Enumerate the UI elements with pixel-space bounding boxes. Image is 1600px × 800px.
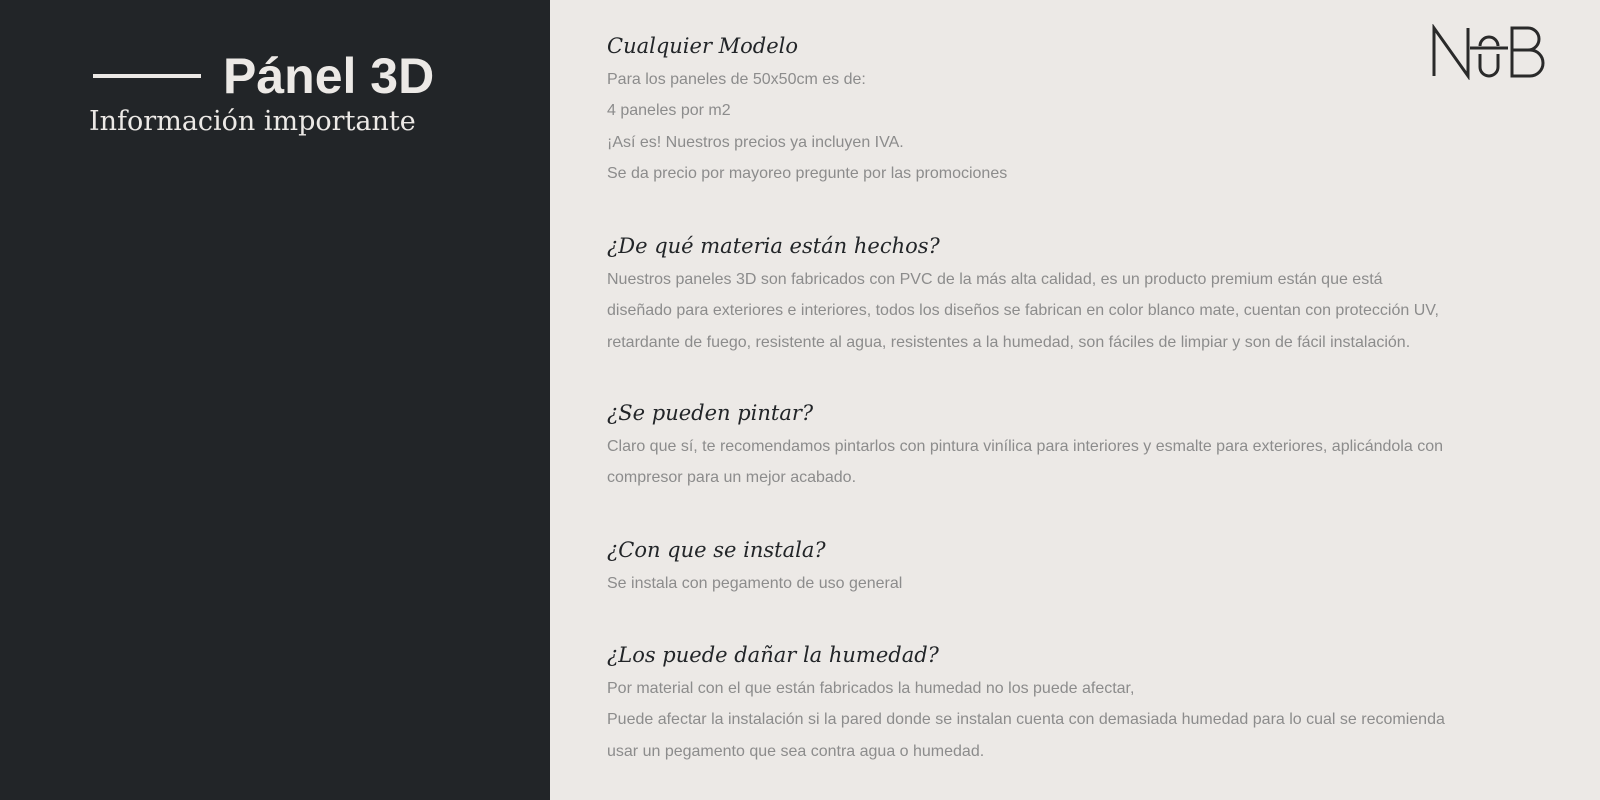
section-materia [607,231,1557,358]
section-text-line: Se da precio por mayoreo pregunte por las promociones [607,164,1008,182]
section-text-line: Puede afectar la instalación si la pared donde se instalan cuenta con demasiada humedad para lo cual se recomienda [607,711,1445,729]
section-text-line: diseñado para exteriores e interiores, todos los diseños se fabrican en color blanco mate, cuentan con protección UV, [607,302,1439,320]
title-row [93,48,434,104]
section-text-line: Por material con el que están fabricados la humedad no los puede afectar, [607,680,1135,697]
section-text-line: ¡Así es! Nuestros precios ya incluyen IVA. [607,133,904,151]
page-subtitle: Información importante [89,106,416,137]
section-humedad [607,640,1557,767]
section-text-line: 4 paneles por m2 [607,102,731,120]
section-text-line: Claro que sí, te recomendamos pintarlos con pintura vinílica para interiores y esmalte para exteriores, aplicándola con [607,438,1443,455]
section-text-line: compresor para un mejor acabado. [607,469,857,487]
section-text-line: Se instala con pegamento de uso general [607,575,903,592]
left-panel [0,0,550,800]
section-text-line: retardante de fuego, resistente al agua, resistentes a la humedad, son fáciles de limpiar y son de fácil instalación. [607,333,1411,351]
section-text-line: Nuestros paneles 3D son fabricados con PVC de la más alta calidad, es un producto premium están que está [607,271,1383,288]
section-heading: ¿Los puede dañar la humedad? [607,643,939,667]
section-cualquier-modelo [607,31,1557,189]
section-text-line: Para los paneles de 50x50cm es de: [607,71,866,88]
section-heading: ¿Con que se instala? [607,538,826,562]
section-text-line: usar un pegamento que sea contra agua o humedad. [607,742,985,760]
section-heading: ¿Se pueden pintar? [607,401,814,425]
section-heading: ¿De qué materia están hechos? [607,234,940,258]
section-pintar [607,398,1557,494]
page-title: Pánel 3D [223,48,435,104]
section-heading: Cualquier Modelo [607,34,799,58]
title-decorative-line [93,74,201,78]
section-instala [607,535,1557,599]
